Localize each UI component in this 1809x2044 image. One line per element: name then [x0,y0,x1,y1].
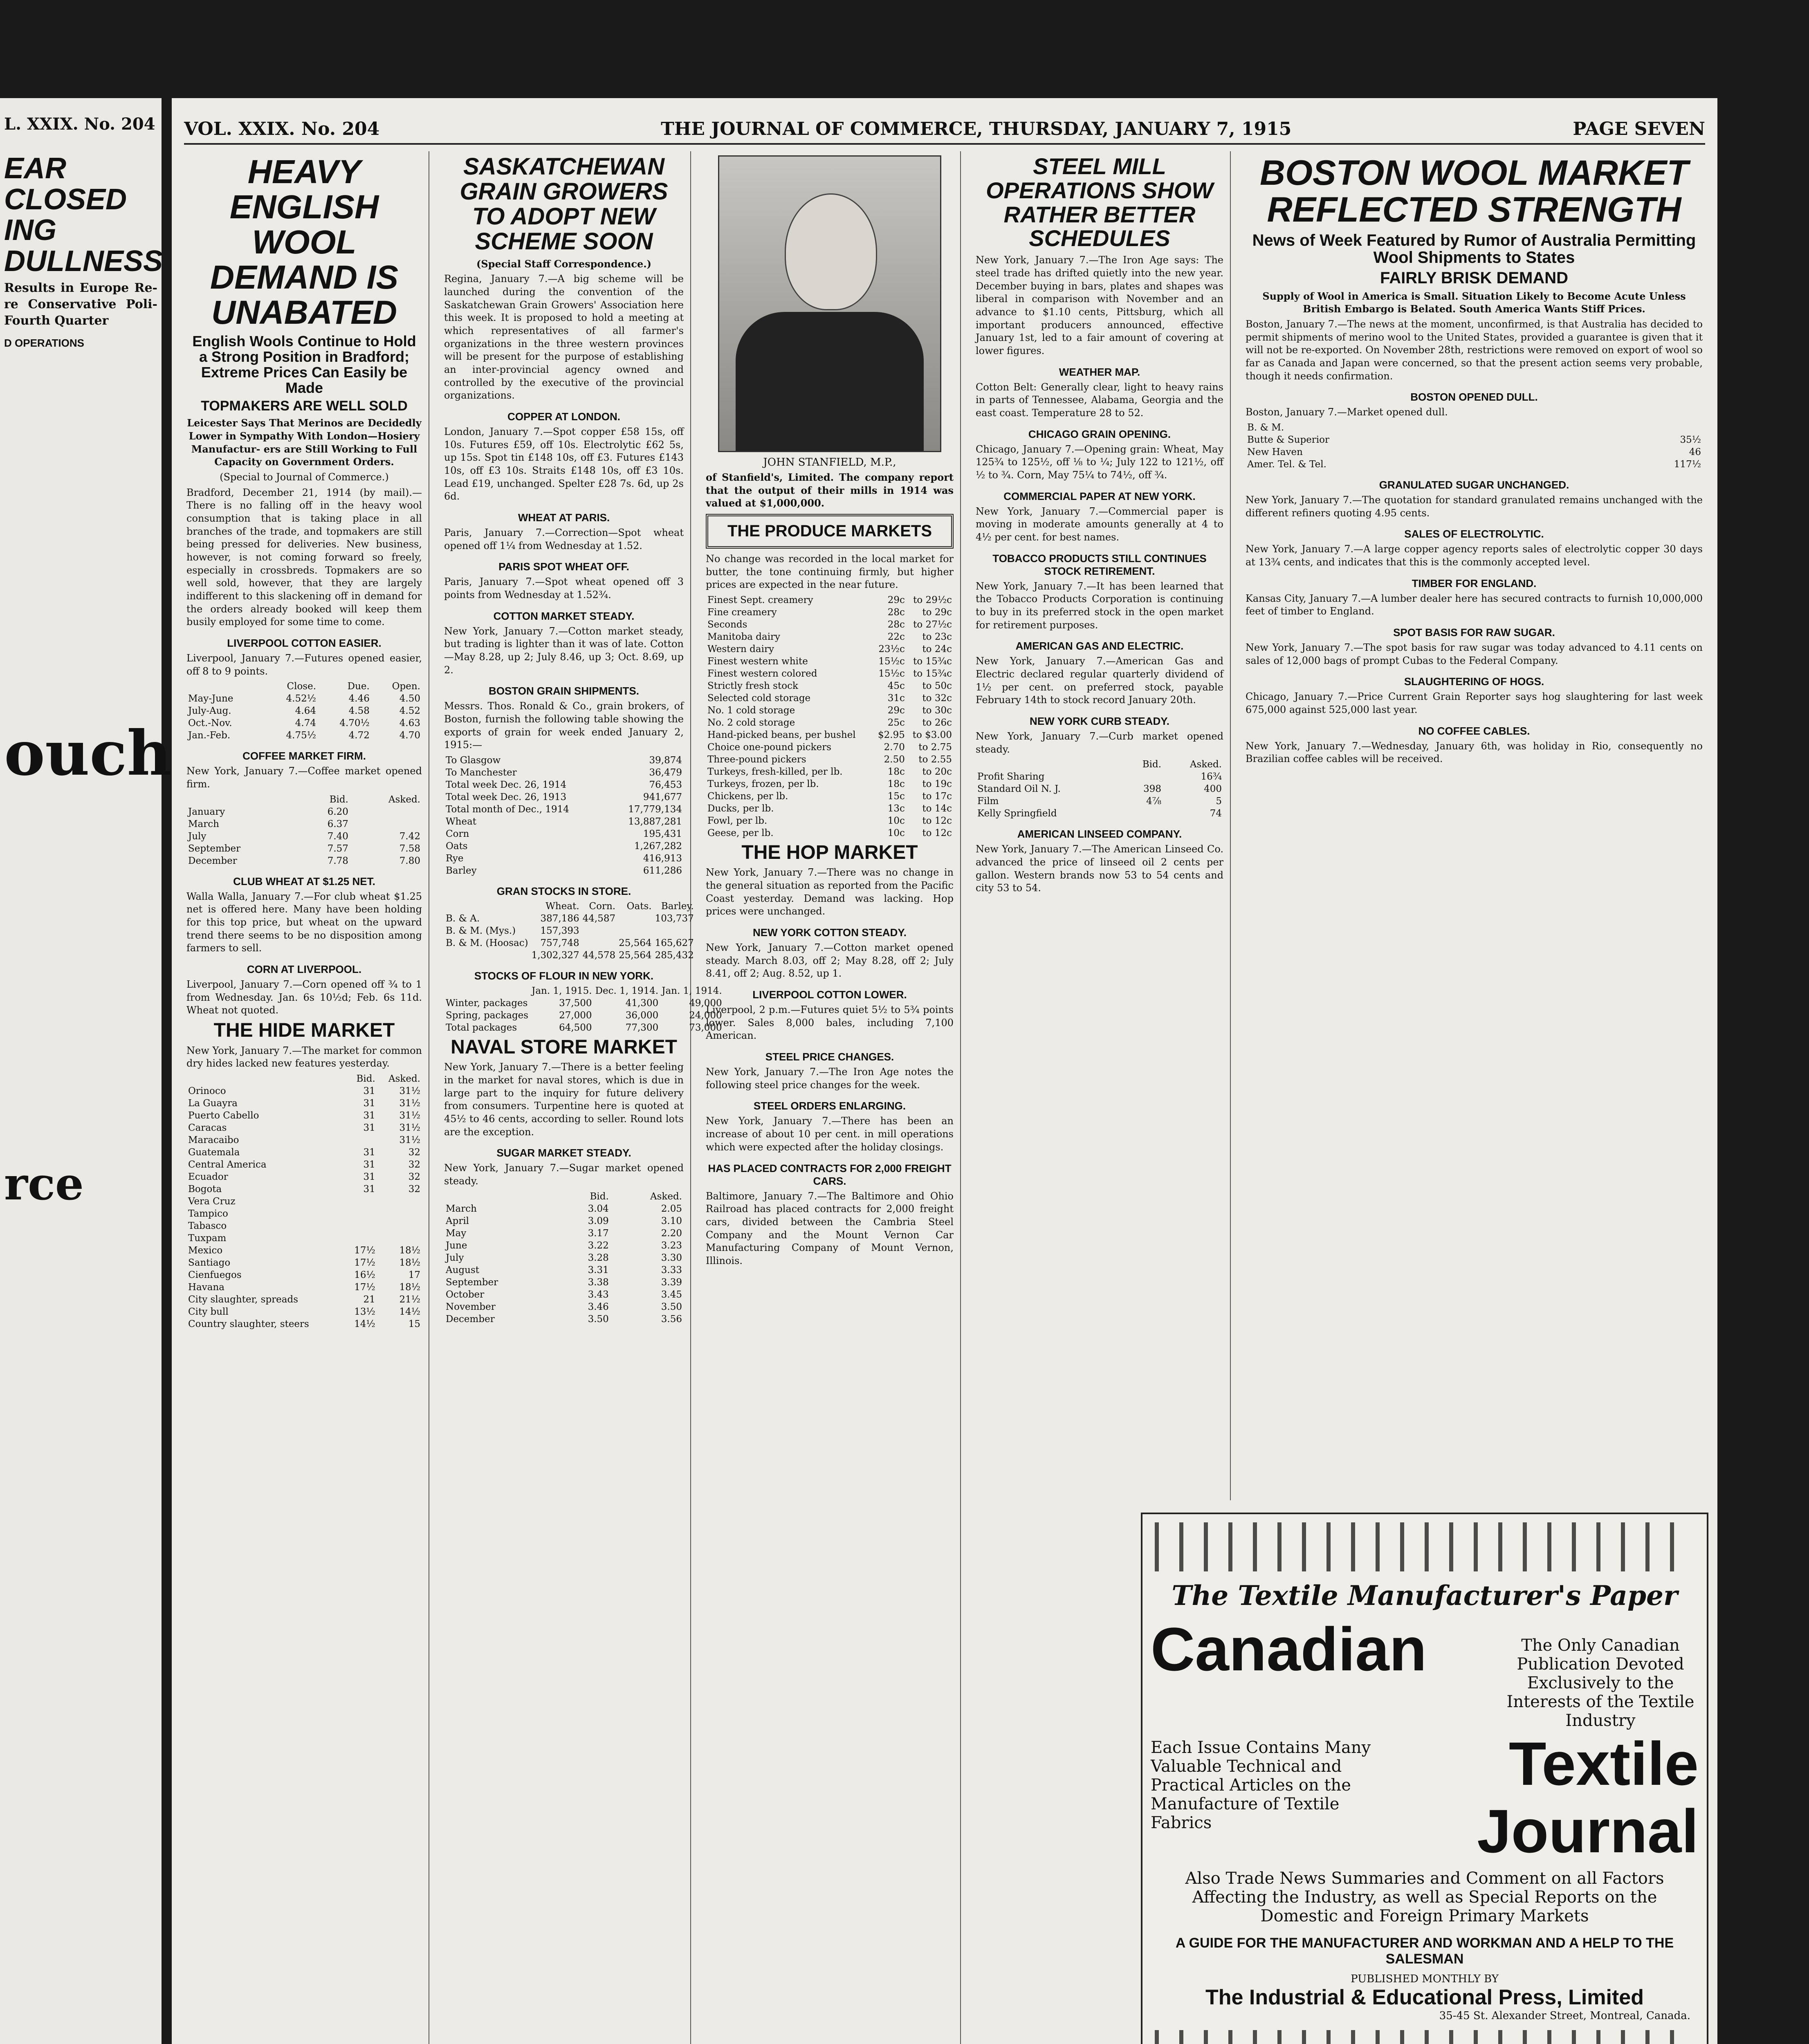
paris-spot-text: Paris, January 7.—Spot wheat opened off 3 points from Wednesday at 1.52¾. [444,576,684,601]
ad-ornament-bottom [1155,2030,1695,2044]
table-row: New Haven 46 [1247,446,1701,457]
wool-deck: English Wools Continue to Hold a Strong Position in Bradford; Extreme Prices Can Easily be Made [192,333,416,396]
table-row: Spring, packages 27,000 36,000 24,000 [446,1010,722,1021]
wool-credit: (Special to Journal of Commerce.) [220,471,389,483]
wool-headline: HEAVY ENGLISH WOOL DEMAND IS UNABATED [210,153,399,332]
electrolytic-text: New York, January 7.—A large copper agency reports sales of electrolytic copper 30 days at 13¾ cents, and indicates that this is the commonly accepted level. [1246,543,1703,568]
ad-each-issue: Each Issue Contains Many Valuable Technical and Practical Articles on the Manufacture of Textile Fabrics [1151,1738,1371,1832]
table-row: Oct.-Nov. 4.74 4.70½ 4.63 [188,718,420,729]
hide-table: Bid. Asked. Orinoco 31 31½ La Guayra 31 31½ Puerto Cabello 31 31½ Caracas 31 31½ Maracaibo 31½ Guatemala 31 32 Central America 31 32 Ecuador 31 32 Bogota 31 32 Vera Cruz Tampico Tabasco Tuxpam Mexico 17½ 18½ Santiago 17½ 18½ Cienfuegos 16½ 17 Havana 17½ 18½ City slaughter, spreads 21 21½ City bull 13½ 14½ Country slaughter, steers 14½ 15 [186,1073,422,1330]
ny-cotton-text: New York, January 7.—Cotton market opened steady. March 8.03, off 2; May 8.28, off 2; July 8.41, off 2; Aug. 8.52, up 1. [706,942,954,979]
boston-wool-deck: News of Week Featured by Rumor of Australia Permitting Wool Shipments to States [1252,231,1696,267]
table-row: Fowl, per lb. 10c to 12c [707,816,952,827]
table-row: Finest western white 15½c to 15¾c [707,656,952,667]
table-row: December 3.50 3.56 [446,1313,682,1325]
gas-electric-head: AMERICAN GAS AND ELECTRIC. [1015,640,1184,652]
table-row: Maracaibo 31½ [188,1134,420,1145]
ny-cotton-head: NEW YORK COTTON STEADY. [752,926,907,939]
ad-published: PUBLISHED MONTHLY BY [1351,1973,1499,1985]
cotton-steady-text: New York, January 7.—Cotton market steady, but trading is lighter than it was of late. Cotton—May 8.28, up 2; July 8.46, up 3; Oct. 8.69, up 2. [444,625,684,676]
table-row: Bogota 31 32 [188,1183,420,1195]
saskatchewan-credit: (Special Staff Correspondence.) [476,258,652,270]
copper-text: London, January 7.—Spot copper £58 15s, off 10s. Futures £59, off 10s. Electrolytic £62 5s, up 15s. Spot tin £148 10s, off £3. Futures £143 10s, off £3 10s. Straits £148 10s, off £3 10s. Lead £19, unchanged. Spelter £28 7s. 6d, up 2s 6d. [444,426,684,502]
club-wheat-head: CLUB WHEAT AT $1.25 NET. [233,875,375,888]
cotton-steady-head: COTTON MARKET STEADY. [493,610,635,622]
left-sub: D OPERATIONS [4,337,84,350]
portrait-caption-name: JOHN STANFIELD, M.P., [763,456,896,468]
raw-sugar-head: SPOT BASIS FOR RAW SUGAR. [1393,626,1555,639]
table-row: Jan.-Feb. 4.75½ 4.72 4.70 [188,730,420,741]
table-row: Seconds 28c to 27½c [707,619,952,630]
hide-market-text: New York, January 7.—The market for common dry hides lacked new features yesterday. [186,1044,422,1069]
table-row: August 3.31 3.33 [446,1264,682,1275]
table-row: Total week Dec. 26, 1914 76,453 [446,780,682,791]
table-row: Standard Oil N. J. 398 400 [977,784,1222,795]
table-row: Total month of Dec., 1914 17,779,134 [446,804,682,815]
table-row: To Manchester 36,479 [446,767,682,778]
table-row: Geese, per lb. 10c to 12c [707,828,952,839]
table-row: To Glasgow 39,874 [446,755,682,766]
table-row: March 3.04 2.05 [446,1203,682,1214]
table-row: Tuxpam [188,1233,227,1244]
table-row: City bull 13½ 14½ [188,1306,420,1317]
left-headline: EAR CLOSED ING DULLNESS [4,152,163,278]
table-row: Tabasco [188,1220,227,1231]
ad-publisher: The Industrial & Educational Press, Limited [1205,1986,1644,2009]
table-row: B. & A. 387,186 44,587 103,737 [446,913,694,924]
table-row: Ducks, per lb. 13c to 14c [707,803,952,814]
paper-title-date: THE JOURNAL OF COMMERCE, THURSDAY, JANUARY 7, 1915 [661,118,1292,139]
ad-title-journal: Journal [1477,1797,1699,1865]
coffee-text: New York, January 7.—Coffee market opened firm. [186,765,422,790]
table-row: Rye 416,913 [446,853,682,864]
table-row: Havana 17½ 18½ [188,1282,420,1293]
chicago-grain-text: Chicago, January 7.—Opening grain: Wheat, May 125¾ to 125½, off ⅛ to ¼; July 122 to 121½, off ½ to ¾. Corn, May 75¼ to 74½, off ¾. [976,443,1223,481]
left-page-strip [0,98,172,2044]
table-row: Choice one-pound pickers 2.70 to 2.75 [707,742,952,753]
left-word-2: rce [4,1157,84,1210]
flour-table: Jan. 1, 1915. Dec. 1, 1914. Jan. 1, 1914. Winter, packages 37,500 41,300 49,000 Spring, packages 27,000 36,000 24,000 Total packages 64,500 77,300 73,000 [444,985,724,1034]
ad-also-text: Also Trade News Summaries and Comment on all Factors Affecting the Industry, as well as Special Reports on the Domestic and Foreign Primary Markets [1185,1869,1664,1925]
hogs-text: Chicago, January 7.—Price Current Grain Reporter says hog slaughtering for last week 675,000 against 525,000 last year. [1246,691,1703,716]
liverpool-cotton-head: LIVERPOOL COTTON EASIER. [227,637,382,650]
hop-market-head: THE HOP MARKET [741,842,918,864]
chicago-grain-head: CHICAGO GRAIN OPENING. [1028,428,1171,440]
liverpool-lower-head: LIVERPOOL COTTON LOWER. [752,988,907,1001]
table-row: Tampico [188,1208,228,1219]
table-row: No. 1 cold storage 29c to 30c [707,705,952,716]
table-row: Cienfuegos 16½ 17 [188,1269,420,1280]
table-row: Country slaughter, steers 14½ 15 [188,1318,420,1329]
linseed-text: New York, January 7.—The American Linseed Co. advanced the price of linseed oil 2 cents per gallon. Western brands now 53 to 54 cents and city 53 to 54. [976,843,1223,894]
table-row: Santiago 17½ 18½ [188,1257,420,1268]
table-row: Turkeys, frozen, per lb. 18c to 19c [707,779,952,790]
newspaper-page [172,98,1717,2044]
table-row: October 3.43 3.45 [446,1289,682,1300]
table-row: Caracas 31 31½ [188,1122,420,1133]
table-row: Oats 1,267,282 [446,841,682,852]
sugar-text: New York, January 7.—Sugar market opened steady. [444,1162,684,1187]
liverpool-lower-text: Liverpool, 2 p.m.—Futures quiet 5½ to 5¾ points lower. Sales 8,000 bales, including 7,100 American. [706,1004,954,1042]
masthead [184,114,1705,145]
ad-side-text: The Only Canadian Publication Devoted Exclusively to the Interests of the Textile Industry [1506,1636,1695,1730]
ad-tagline: The Textile Manufacturer's Paper [1172,1580,1678,1611]
table-row: Hand-picked beans, per bushel $2.95 to $3.00 [707,730,952,741]
table-row: Amer. Tel. & Tel. 117½ [1247,459,1701,470]
wheat-paris-text: Paris, January 7.—Correction—Spot wheat opened off 1¼ from Wednesday at 1.52. [444,527,684,551]
boston-opened-head: BOSTON OPENED DULL. [1410,391,1538,403]
table-row: January 6.20 [188,806,348,817]
portrait-caption-text: of Stanfield's, Limited. The company report that the output of their mills in 1914 was valued at $1,000,000. [706,471,954,509]
portrait-head [785,193,877,310]
curb-text: New York, January 7.—Curb market opened steady. [976,730,1223,755]
gran-stocks-table: Wheat. Corn. Oats. Barley. B. & A. 387,186 44,587 103,737 B. & M. (Mys.) 157,393 B. & M. (Hoosac) 757,748 25,564 165,627 1,302,327 44,578 25,564 285,432 [444,900,696,961]
coffee-table: Bid. Asked. January 6.20 March 6.37 July 7.40 7.42 September 7.57 7.58 December 7.78 7.80 [186,793,422,867]
table-row: No. 2 cold storage 25c to 26c [707,717,952,728]
table-row: September 3.38 3.39 [446,1277,682,1288]
table-row: Three-pound pickers 2.50 to 2.55 [707,754,952,765]
sugar-head: SUGAR MARKET STEADY. [496,1147,631,1159]
boston-wool-subhead: FAIRLY BRISK DEMAND [1380,269,1569,287]
steel-mill-headline: STEEL MILL OPERATIONS SHOW RATHER BETTER SCHEDULES [986,153,1213,251]
page-number: PAGE SEVEN [1573,118,1705,139]
table-row: Corn 195,431 [446,829,682,840]
table-row: December 7.78 7.80 [188,855,420,866]
table-row: Guatemala 31 32 [188,1147,420,1158]
table-row: Strictly fresh stock 45c to 50c [707,681,952,692]
sugar-table: Bid. Asked. March 3.04 2.05 April 3.09 3.10 May 3.17 2.20 June 3.22 3.23 July 3.28 3.30 August 3.31 3.33 September 3.38 3.39 October 3.43 3.45 November 3.46 3.50 December 3.50 3.56 [444,1190,684,1325]
saskatchewan-article: Regina, January 7.—A big scheme will be launched during the convention of the Saskatchewan Grain Growers' Association here this week. It is proposed to hold a meeting at which representatives of all farmer's organizations in the three western provinces will be present for the purpose of establishing an inter-provincial agency owned and controlled by the executive of the provincial organizations. [444,273,684,401]
steel-price-head: STEEL PRICE CHANGES. [765,1051,894,1063]
tobacco-text: New York, January 7.—It has been learned that the Tobacco Products Corporation is continuing to buy in its preferred stock in the open market for retirement purposes. [976,580,1223,631]
table-row: Fine creamery 28c to 29c [707,607,952,618]
steel-price-text: New York, January 7.—The Iron Age notes the following steel price changes for the week. [706,1066,954,1091]
table-row: May 3.17 2.20 [446,1228,682,1239]
table-row: City slaughter, spreads 21 21½ [188,1294,420,1305]
timber-text: Kansas City, January 7.—A lumber dealer here has secured contracts to furnish 10,000,000 feet of timber to England. [1246,592,1703,617]
table-row: Manitoba dairy 22c to 23c [707,632,952,643]
table-row: B. & M. [1247,422,1284,433]
table-row: Finest western colored 15½c to 15¾c [707,668,952,679]
table-row: Butte & Superior 35½ [1247,434,1701,445]
table-row: Kelly Springfield 74 [977,808,1222,819]
table-row: Puerto Cabello 31 31½ [188,1110,420,1121]
table-row: Total packages 64,500 77,300 73,000 [446,1022,722,1033]
column-4 [969,151,1231,1500]
boston-opened-table [1246,421,1703,471]
ad-guide: A GUIDE FOR THE MANUFACTURER AND WORKMAN AND A HELP TO THE SALESMAN [1175,1935,1674,1967]
table-row: July 7.40 7.42 [188,831,420,842]
freight-cars-text: Baltimore, January 7.—The Baltimore and Ohio Railroad has placed contracts for 2,000 freight cars, divided between the Cambria Steel Company and the Mount Vernon Car Manufacturing Company of Mount Vernon, Illinois. [706,1190,954,1266]
boston-wool-article: Boston, January 7.—The news at the moment, unconfirmed, is that Australia has decided to permit shipments of merino wool to the United States, provided a guarantee is given that it will not be re-exported. On November 28th, restrictions were removed on export of wool so far as Canada and Japan were concerned, so that the present action seems very probable, though it needs confirmation. [1246,318,1703,382]
left-masthead: L. XXIX. No. 204 [4,114,155,134]
table-row: Chickens, per lb. 15c to 17c [707,791,952,802]
table-row: Western dairy 23½c to 24c [707,644,952,655]
steel-enlarging-head: STEEL ORDERS ENLARGING. [753,1100,906,1112]
wool-subhead: TOPMAKERS ARE WELL SOLD [201,398,408,414]
boston-wool-deck-2: Supply of Wool in America is Small. Situation Likely to Become Acute Unless British Embargo is Belated. South America Wants Stiff Prices. [1262,290,1686,315]
table-row: 1,302,327 44,578 25,564 285,432 [531,950,694,961]
table-row: Winter, packages 37,500 41,300 49,000 [446,998,722,1009]
coffee-head: COFFEE MARKET FIRM. [242,750,366,762]
weather-head: WEATHER MAP. [1059,365,1140,378]
flour-head: STOCKS OF FLOUR IN NEW YORK. [474,970,654,982]
table-row: Turkeys, fresh-killed, per lb. 18c to 20c [707,766,952,778]
table-row: June 3.22 3.23 [446,1240,682,1251]
curb-table: Bid. Asked. Profit Sharing 16¾ Standard Oil N. J. 398 400 Film 4⅞ 5 Kelly Springfield 74 [976,758,1223,820]
naval-store-head: NAVAL STORE MARKET [451,1036,677,1058]
ad-ornament-top [1155,1522,1695,1571]
boston-grain-table [444,754,684,877]
left-deck: Results in Europe Re- re Conservative Poli- Fourth Quarter [4,281,157,328]
table-row: Orinoco 31 31½ [188,1085,420,1096]
wool-deck-2: Leicester Says That Merinos are Decidedly Lower in Sympathy With London—Hosiery Manufactur- ers are Still Working to Full Capacity on Government Orders. [187,417,422,468]
corn-liverpool-head: CORN AT LIVERPOOL. [247,963,362,976]
textile-journal-ad [1141,1513,1708,2044]
boston-grain-text: Messrs. Thos. Ronald & Co., grain brokers, of Boston, furnish the following table showing the exports of grain for week ended January 2, 1915:— [444,700,684,751]
gran-stocks-head: GRAN STOCKS IN STORE. [496,885,631,898]
granulated-sugar-head: GRANULATED SUGAR UNCHANGED. [1379,478,1569,491]
steel-mill-article: New York, January 7.—The Iron Age says: The steel trade has drifted quietly into the new year. December buying in bars, plates and shapes was liberal in comparison with November and an advance to $1.10 cents, Pittsburg, which all important producers announced, effective January 1st, led to a fair amount of covering at lower figures. [976,254,1223,356]
boston-wool-headline: BOSTON WOOL MARKET REFLECTED STRENGTH [1260,153,1688,230]
table-row: May-June 4.52½ 4.46 4.50 [188,693,420,704]
table-row: September 7.57 7.58 [188,843,420,854]
table-row: Selected cold storage 31c to 32c [707,693,952,704]
hide-market-head: THE HIDE MARKET [213,1020,395,1042]
club-wheat-text: Walla Walla, January 7.—For club wheat $1.25 net is offered here. Many have been holding for this top price, but wheat on the upward trend there seems to be no disposition among farmers to sell. [186,890,422,954]
table-row: November 3.46 3.50 [446,1301,682,1312]
portrait-suit [736,312,924,451]
granulated-sugar-text: New York, January 7.—The quotation for standard granulated remains unchanged with the different refiners quoting 4.95 cents. [1246,494,1703,519]
column-3 [699,151,961,2044]
volume-number: VOL. XXIX. No. 204 [184,118,380,139]
table-row: July-Aug. 4.64 4.58 4.52 [188,706,420,717]
table-row: Film 4⅞ 5 [977,796,1222,807]
table-row: Wheat 13,887,281 [446,816,682,827]
liverpool-cotton-table: Close. Due. Open. May-June 4.52½ 4.46 4.50 July-Aug. 4.64 4.58 4.52 Oct.-Nov. 4.74 4.70½ 4.63 Jan.-Feb. 4.75½ 4.72 4.70 [186,680,422,742]
electrolytic-head: SALES OF ELECTROLYTIC. [1404,528,1544,540]
linseed-head: AMERICAN LINSEED COMPANY. [1017,828,1182,840]
gas-electric-text: New York, January 7.—American Gas and Electric declared regular quarterly dividend of 1½ per cent. on preferred stock, payable February 14th to stock record January 20th. [976,655,1223,706]
naval-store-text: New York, January 7.—There is a better feeling in the market for naval stores, which is due in large part to the inquiry for future delivery from consumers. Turpentine here is quoted at 45½ to 46 cents, according to seller. Round lots are the exception. [444,1061,684,1138]
ad-title-canadian: Canadian [1151,1615,1427,1683]
table-row: Ecuador 31 32 [188,1171,420,1182]
freight-cars-head: HAS PLACED CONTRACTS FOR 2,000 FREIGHT CARS. [708,1162,952,1187]
boston-grain-head: BOSTON GRAIN SHIPMENTS. [489,685,639,697]
tobacco-head: TOBACCO PRODUCTS STILL CONTINUES STOCK RETIREMENT. [992,552,1207,577]
ad-title-textile: Textile [1508,1729,1699,1798]
table-row: Mexico 17½ 18½ [188,1245,420,1256]
weather-text: Cotton Belt: Generally clear, light to heavy rains in parts of Tennessee, Alabama, Georgia and the east coast. Temperature 28 to 52. [976,381,1223,419]
commercial-paper-text: New York, January 7.—Commercial paper is moving in moderate amounts generally at 4 to 4½ per cent. for best names. [976,505,1223,543]
table-row: B. & M. (Mys.) 157,393 [446,926,579,937]
hogs-head: SLAUGHTERING OF HOGS. [1404,675,1544,688]
curb-head: NEW YORK CURB STEADY. [1030,715,1169,727]
table-row: La Guayra 31 31½ [188,1098,420,1109]
hop-market-text: New York, January 7.—There was no change in the general situation as reported from the Pacific Coast yesterday. Demand was lacking. Hop prices were unchanged. [706,867,954,917]
table-row: Finest Sept. creamery 29c to 29½c [707,595,952,606]
column-5 [1239,151,1709,1500]
wheat-paris-head: WHEAT AT PARIS. [518,511,610,524]
steel-enlarging-text: New York, January 7.—There has been an increase of about 10 per cent. in mill operations which were expected after the holiday closings. [706,1115,954,1153]
saskatchewan-headline: SASKATCHEWAN GRAIN GROWERS TO ADOPT NEW SCHEME SOON [460,153,668,255]
wool-article: Bradford, December 21, 1914 (by mail).—There is no falling off in the heavy wool consumption that is taking place in all branches of the trade, and topmakers are still being pressed for deliveries. New business, however, is not coming forward so freely, especially in crossbreds. Topmakers are so well sold, however, that they are largely indifferent to this slackening off in demand for the orders already booked will keep them busily employed for some time to come. [186,486,422,628]
column-2 [438,151,722,2044]
corn-liverpool-text: Liverpool, January 7.—Corn opened off ¾ to 1 from Wednesday. Jan. 6s 10½d; Feb. 6s 11d. Wheat not quoted. [186,979,422,1016]
ad-address: 35-45 St. Alexander Street, Montreal, Canada. [1439,2010,1690,2022]
table-row: Total week Dec. 26, 1913 941,677 [446,792,682,803]
coffee-cables-head: NO COFFEE CABLES. [1418,724,1530,737]
table-row: July 3.28 3.30 [446,1252,682,1263]
produce-head: THE PRODUCE MARKETS [706,514,954,549]
table-row: Barley 611,286 [446,865,682,876]
portrait-photo [718,155,941,452]
column-1 [180,151,429,2044]
coffee-cables-text: New York, January 7.—Wednesday, January 6th, was holiday in Rio, consequently no Brazilian coffee cables will be received. [1246,740,1703,765]
table-row: B. & M. (Hoosac) 757,748 25,564 165,627 [446,938,694,949]
timber-head: TIMBER FOR ENGLAND. [1412,577,1537,589]
commercial-paper-head: COMMERCIAL PAPER AT NEW YORK. [1003,490,1196,502]
table-row: March 6.37 [188,818,348,829]
produce-text: No change was recorded in the local market for butter, the tone continuing firmly, but higher prices are expected in the near future. [706,553,954,591]
table-row: Central America 31 32 [188,1159,420,1170]
liverpool-cotton-text: Liverpool, January 7.—Futures opened easier, off 8 to 9 points. [186,652,422,677]
left-word-1: ouch [4,717,172,790]
paris-spot-head: PARIS SPOT WHEAT OFF. [498,560,629,573]
table-row: Profit Sharing 16¾ [977,771,1222,782]
copper-head: COPPER AT LONDON. [507,410,620,423]
boston-opened-text: Boston, January 7.—Market opened dull. [1246,406,1448,418]
table-row: Vera Cruz [188,1196,236,1207]
table-row: April 3.09 3.10 [446,1215,682,1226]
butter-table [706,594,954,839]
raw-sugar-text: New York, January 7.—The spot basis for raw sugar was today advanced to 4.11 cents on sales of 12,000 bags of prompt Cubas to the Federal Company. [1246,642,1703,666]
